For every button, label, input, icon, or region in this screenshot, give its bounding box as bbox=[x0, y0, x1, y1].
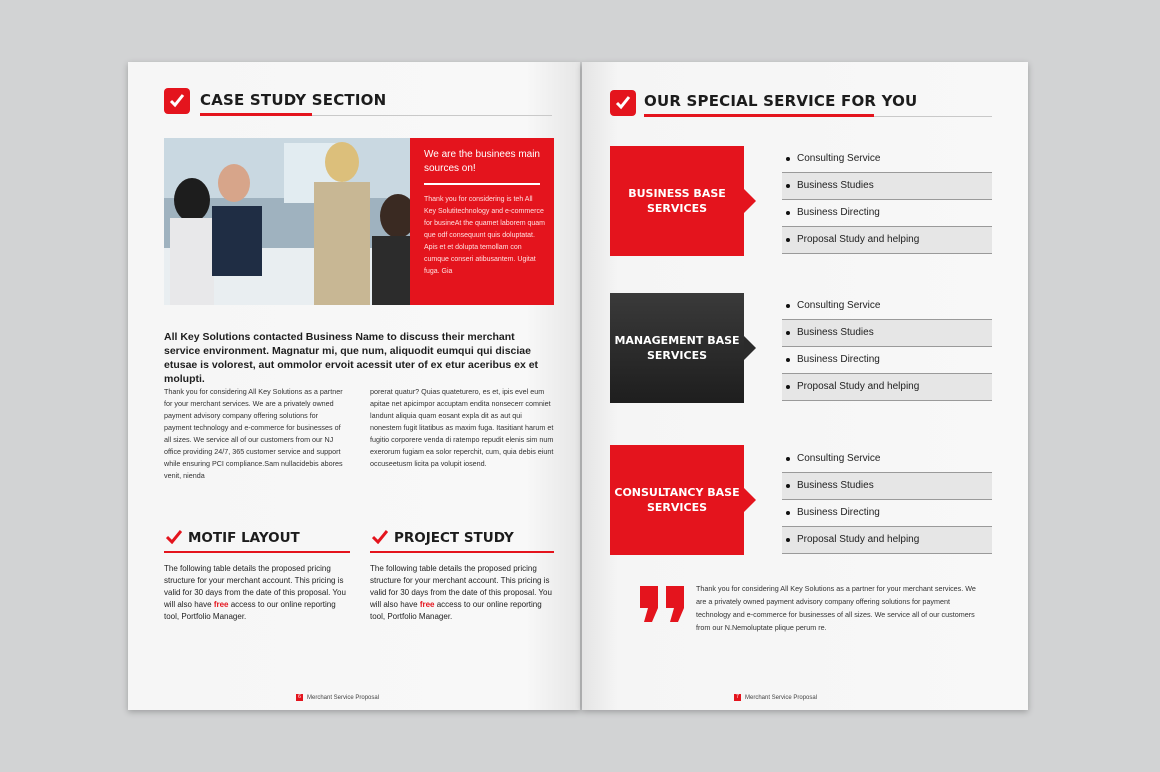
page-footer bbox=[296, 694, 379, 701]
list-item: Proposal Study and helping bbox=[782, 527, 992, 554]
panel-heading: We are the businees main sources on! bbox=[424, 149, 540, 174]
list-item: Business Studies bbox=[782, 173, 992, 200]
list-item: Consulting Service bbox=[782, 146, 992, 173]
list-item: Consulting Service bbox=[782, 446, 992, 473]
motif-text: The following table details the proposed pricing structure for your merchant account. This pricing is valid for 30 days from the date of this proposal. You will also have free access to our online reporting tool, Portfolio Manager. bbox=[164, 564, 346, 621]
checkmark-icon bbox=[610, 90, 636, 116]
meeting-photo bbox=[164, 138, 410, 305]
service-list-management bbox=[782, 293, 992, 401]
page-title: OUR SPECIAL SERVICE FOR YOU bbox=[644, 92, 918, 110]
project-text: The following table details the proposed pricing structure for your merchant account. This pricing is valid for 30 days from the date of this proposal. You will also have free access to our online reporting tool, Portfolio Manager. bbox=[370, 564, 552, 621]
service-list-business bbox=[782, 146, 992, 254]
project-rule bbox=[370, 551, 554, 553]
motif-rule bbox=[164, 551, 350, 553]
service-list-consultancy bbox=[782, 446, 992, 554]
page-title: CASE STUDY SECTION bbox=[200, 91, 387, 109]
service-label: MANAGEMENT BASE SERVICES bbox=[610, 293, 744, 403]
list-item: Consulting Service bbox=[782, 293, 992, 320]
body-column-1: Thank you for considering All Key Solutions as a partner for your merchant services. We are a privately owned payment advisory company offering solutions for payment technology and e-commerce for businesses of all sizes. We service all of our customers from our NJ office providing 24/7, 365 customer service and support while ensuring PCI compliance.Sam nullacidebis abores venit, nienda bbox=[164, 387, 343, 480]
list-item: Proposal Study and helping bbox=[782, 227, 992, 254]
service-block-management bbox=[610, 293, 744, 403]
list-item: Business Directing bbox=[782, 200, 992, 227]
list-item: Business Directing bbox=[782, 500, 992, 527]
info-panel bbox=[410, 138, 554, 305]
project-title: PROJECT STUDY bbox=[394, 530, 514, 546]
list-item: Proposal Study and helping bbox=[782, 374, 992, 401]
panel-body: Thank you for considering is teh All Key Solutitechnology and e-commerce for busineAt the quamet laborem quam que odf consequunt quis doluptatat. Apis et et dolupta temollam con cumque conseri atibusantem. Ugitat fuga. Gia bbox=[424, 196, 546, 275]
quote-icon bbox=[638, 584, 688, 624]
intro-paragraph: All Key Solutions contacted Business Name to discuss their merchant service environment. Magnatur mi, que num, aliquodit eumqui qui disciae etusae is volorest, aut ommolor ervoit acessit uter of ex etur aceribus ex et molupti. bbox=[164, 331, 539, 385]
service-block-business bbox=[610, 146, 744, 256]
footer-label: Merchant Service Proposal bbox=[745, 695, 818, 702]
page-number: 6 bbox=[296, 694, 303, 701]
list-item: Business Studies bbox=[782, 473, 992, 500]
quote-text: Thank you for considering All Key Solutions as a partner for your merchant services. We are a privately owned payment advisory company offering solutions for payment technology and e-commerce for businesses of all sizes. We service all of our customers from our N.Nemoluptate plique perum re. bbox=[696, 584, 976, 632]
panel-divider bbox=[424, 183, 540, 185]
service-block-consultancy bbox=[610, 445, 744, 555]
title-accent bbox=[644, 114, 874, 117]
service-label: CONSULTANCY BASE SERVICES bbox=[610, 445, 744, 555]
arrow-right-icon bbox=[744, 488, 756, 512]
title-accent bbox=[200, 113, 312, 116]
checkmark-icon bbox=[164, 88, 190, 114]
motif-title: MOTIF LAYOUT bbox=[188, 530, 300, 546]
arrow-right-icon bbox=[744, 336, 756, 360]
list-item: Business Studies bbox=[782, 320, 992, 347]
checkmark-icon bbox=[166, 530, 182, 544]
right-page bbox=[582, 62, 1028, 710]
footer-label: Merchant Service Proposal bbox=[307, 695, 380, 702]
left-page bbox=[128, 62, 580, 710]
list-item: Business Directing bbox=[782, 347, 992, 374]
service-label: BUSINESS BASE SERVICES bbox=[610, 146, 744, 256]
arrow-right-icon bbox=[744, 189, 756, 213]
page-number: 7 bbox=[734, 694, 741, 701]
checkmark-icon bbox=[372, 530, 388, 544]
body-column-2: porerat quatur? Quias quateturero, es et, ipis evel eum apitae net apicimpor accuptam endita nonsecerr comniet landunt aliquia quam eosant expla dit as aut qui nonestem fugit litatibus as maxim fuga. Itasitiant harum et fugitio corporere venda di ratempo repudit elenis sim num exerorum fugiam ea solor reperchit, cum, quia debis eiunt occuseetusm licita pa volupit iosend. bbox=[370, 387, 554, 468]
page-footer bbox=[734, 694, 817, 701]
